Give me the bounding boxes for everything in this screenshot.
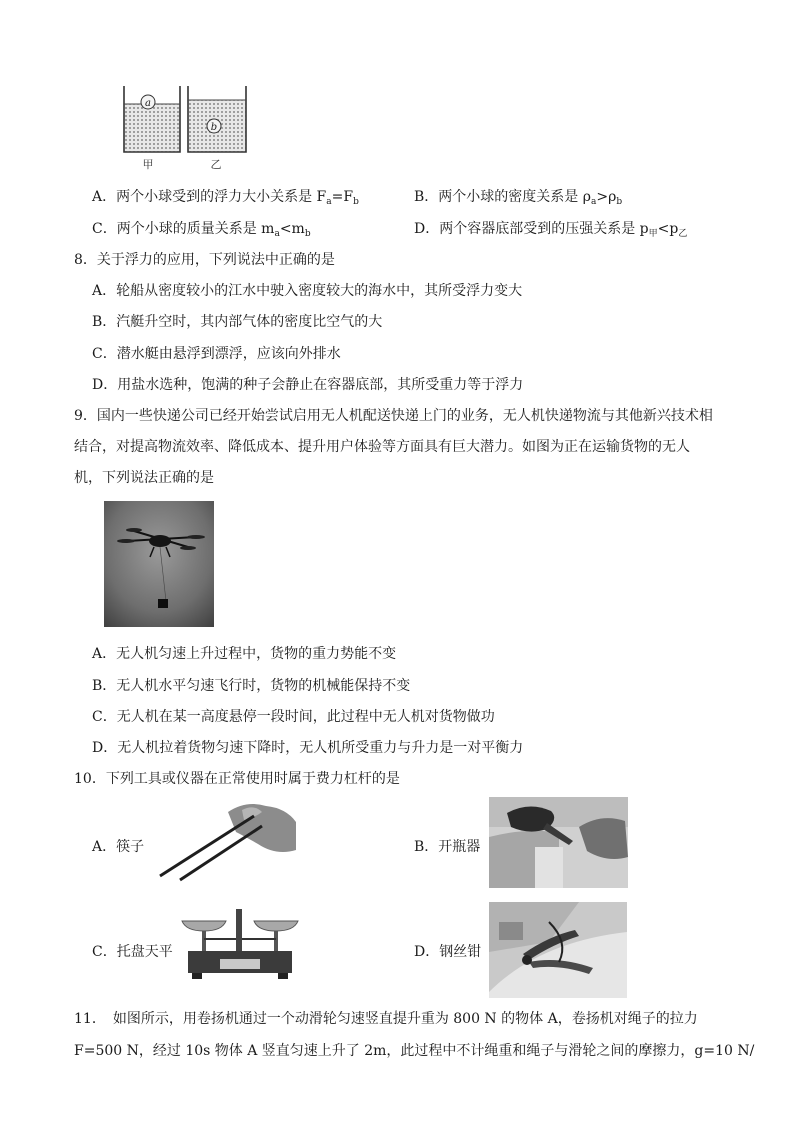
q10-option-d: D．钢丝钳 (414, 944, 482, 960)
q8-stem: 8．关于浮力的应用，下列说法中正确的是 (74, 252, 335, 268)
pliers-photo (489, 902, 627, 998)
bottle-opener-photo (489, 797, 628, 888)
q8-option-a: A．轮船从密度较小的江水中驶入密度较大的海水中，其所受浮力变大 (92, 283, 523, 299)
q10-option-b: B．开瓶器 (414, 839, 481, 855)
q7-option-a: A．两个小球受到的浮力大小关系是 $F_a=F_b$ (92, 189, 359, 207)
containers-figure (116, 82, 256, 170)
q8-option-c: C．潜水艇由悬浮到漂浮，应该向外排水 (92, 346, 341, 362)
q9-option-c: C．无人机在某一高度悬停一段时间，此过程中无人机对货物做功 (92, 709, 495, 725)
label-jia: 甲 (142, 158, 154, 170)
q7-option-b: B．两个小球的密度关系是 $\rho_a>\rho_b$ (414, 189, 623, 207)
ball-a-label: a (145, 98, 151, 109)
q11-line1: 11． 如图所示，用卷扬机通过一个动滑轮匀速竖直提升重为 800 N 的物体 A，卷扬机对绳子的拉力 (74, 1011, 698, 1027)
q9-option-b: B．无人机水平匀速飞行时，货物的机械能保持不变 (92, 678, 411, 694)
q8-option-d: D．用盐水选种，饱满的种子会静止在容器底部，其所受重力等于浮力 (92, 377, 524, 393)
q9-stem-line3: 机，下列说法正确的是 (74, 470, 214, 486)
cargo-box (158, 599, 168, 608)
ball-b-label: b (210, 122, 218, 133)
q10-stem: 10．下列工具或仪器在正常使用时属于费力杠杆的是 (74, 771, 400, 787)
q9-option-d: D．无人机拉着货物匀速下降时，无人机所受重力与升力是一对平衡力 (92, 740, 524, 756)
q9-option-a: A．无人机匀速上升过程中，货物的重力势能不变 (92, 646, 397, 662)
chopsticks-photo (158, 798, 298, 882)
label-yi: 乙 (210, 158, 222, 170)
q10-option-c: C．托盘天平 (92, 944, 173, 960)
container-jia (124, 86, 180, 152)
q8-option-b: B．汽艇升空时，其内部气体的密度比空气的大 (92, 314, 383, 330)
container-yi (188, 86, 246, 152)
drone-photo (104, 501, 214, 627)
q7-option-c: C．两个小球的质量关系是 $m_a<m_b$ (92, 221, 311, 239)
q9-stem-line2: 结合，对提高物流效率、降低成本、提升用户体验等方面具有巨大潜力。如图为正在运输货物的无人 (74, 439, 690, 455)
q10-option-a: A．筷子 (92, 839, 145, 855)
balance-scale-photo (176, 905, 304, 983)
q9-stem-line1: 9．国内一些快递公司已经开始尝试启用无人机配送快递上门的业务，无人机快递物流与其他新兴技术相 (74, 408, 713, 424)
q7-option-d: D．两个容器底部受到的压强关系是 $p_甲<p_乙$ (414, 221, 688, 239)
q11-line2: F=500 N，经过 10s 物体 A 竖直匀速上升了 2m，此过程中不计绳重和绳子与滑轮之间的摩擦力，g=10 N/ (74, 1043, 755, 1059)
